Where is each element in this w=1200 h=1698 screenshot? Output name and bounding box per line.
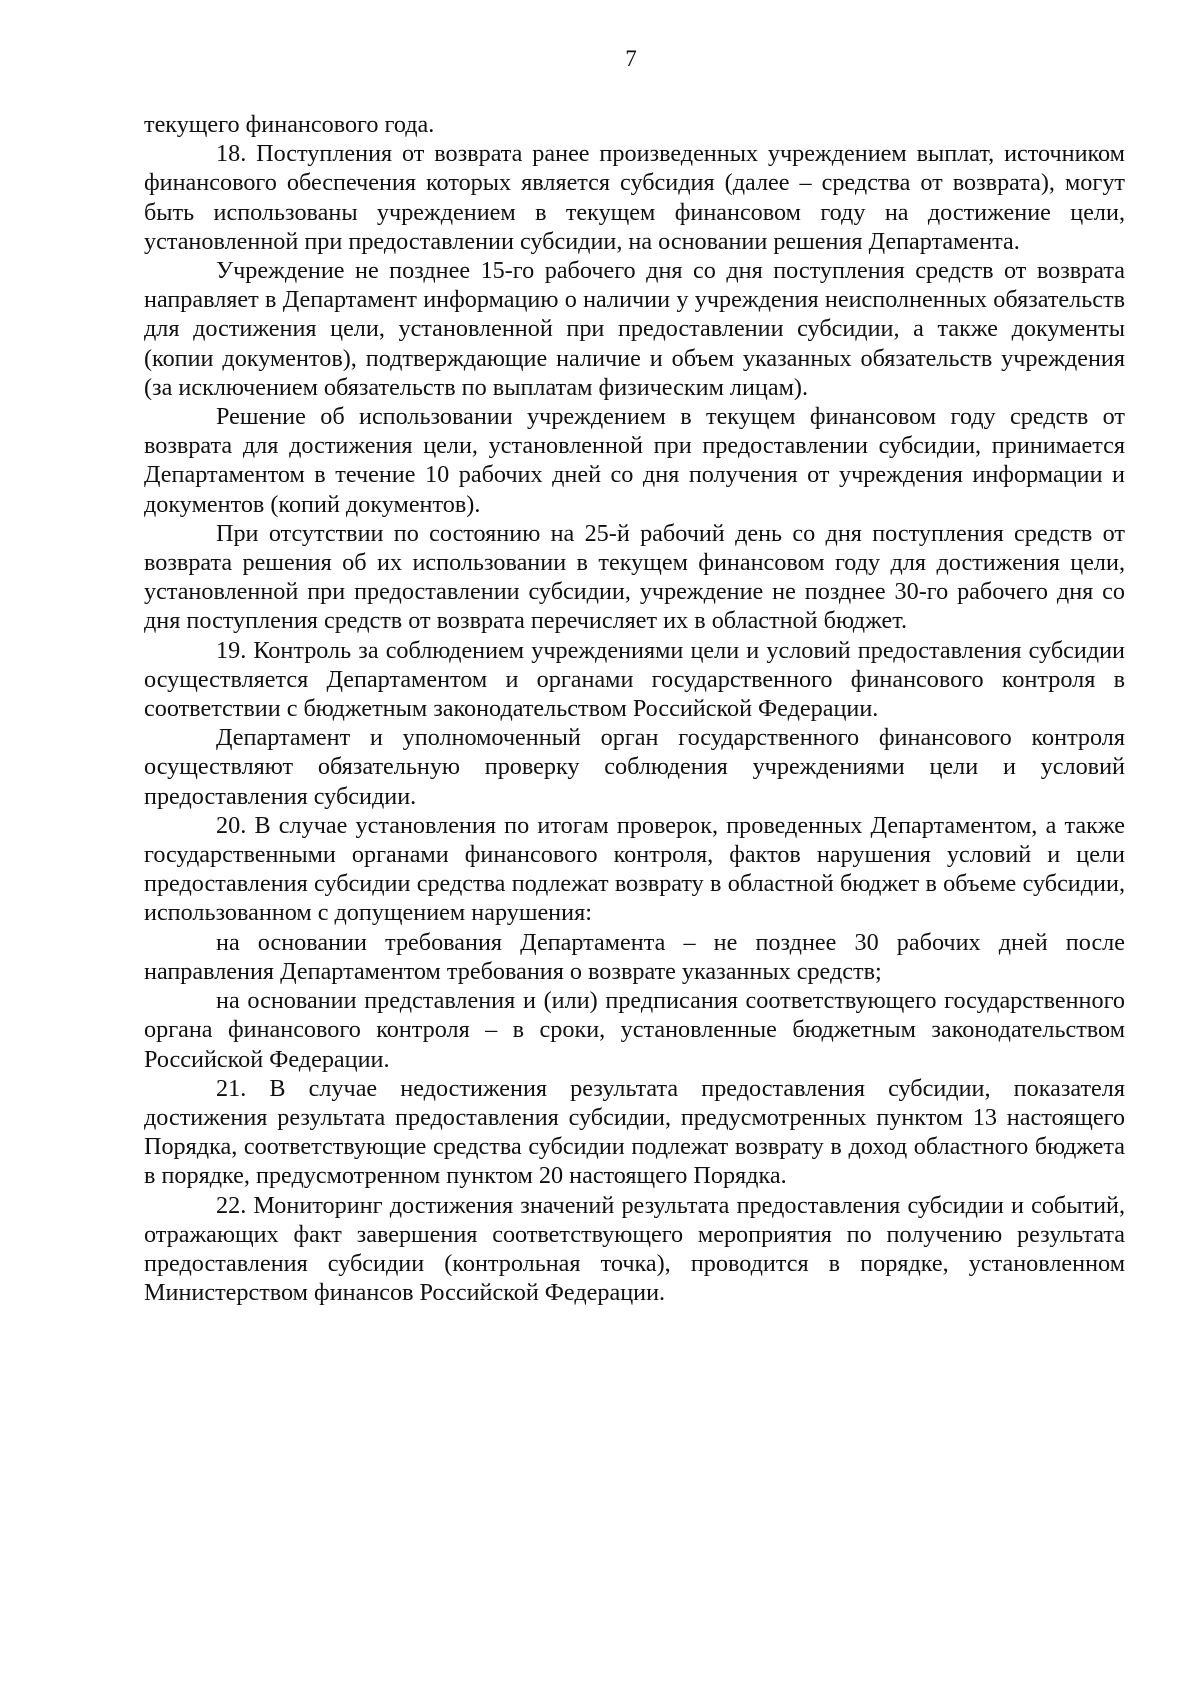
paragraph-item-20: 20. В случае установления по итогам проверок, проведенных Департаментом, а также государственными органами финансового контроля, фактов нарушения условий и цели предоставления субсидии средства подлежат возврату в областной бюджет в объеме субсидии, использованном с допущением нарушения: [144, 811, 1125, 927]
paragraph-item-21: 21. В случае недостижения результата предоставления субсидии, показателя достижения результата предоставления субсидии, предусмотренных пунктом 13 настоящего Порядка, соответствующие средства субсидии подлежат возврату в доход областного бюджета в порядке, предусмотренном пунктом 20 настоящего Порядка. [144, 1074, 1125, 1190]
paragraph-item-20-order: на основании представления и (или) предписания соответствующего государственного органа финансового контроля – в сроки, установленные бюджетным законодательством Российской Федерации. [144, 987, 1125, 1073]
paragraph-item-18-decision: Решение об использовании учреждением в текущем финансовом году средств от возврата для достижения цели, установленной при предоставлении субсидии, принимается Департаментом в течение 10 рабочих дней со дня получения от учреждения информации и документов (копий документов). [144, 403, 1125, 518]
document-body [144, 110, 1125, 1307]
paragraph-item-19-inspection: Департамент и уполномоченный орган государственного финансового контроля осуществляют обязательную проверку соблюдения учреждениями цели и условий предоставления субсидии. [144, 724, 1125, 810]
page-number: 7 [625, 46, 637, 71]
paragraph-item-18-notice: Учреждение не позднее 15-го рабочего дня со дня поступления средств от возврата направляет в Департамент информацию о наличии у учреждения неисполненных обязательств для достижения цели, установленной при предоставлении субсидии, а также документы (копии документов), подтверждающие наличие и объем указанных обязательств учреждения (за исключением обязательств по выплатам физическим лицам). [144, 257, 1125, 401]
paragraph-item-18-transfer: При отсутствии по состоянию на 25-й рабочий день со дня поступления средств от возврата решения об их использовании в текущем финансовом году для достижения цели, установленной при предоставлении субсидии, учреждение не позднее 30-го рабочего дня со дня поступления средств от возврата перечисляет их в областной бюджет. [144, 519, 1125, 635]
paragraph-item-19: 19. Контроль за соблюдением учреждениями цели и условий предоставления субсидии осуществляется Департаментом и органами государственного финансового контроля в соответствии с бюджетным законодательством Российской Федерации. [144, 636, 1125, 723]
paragraph-continuation: текущего финансового года. [144, 111, 435, 138]
paragraph-item-20-demand: на основании требования Департамента – не позднее 30 рабочих дней после направления Департаментом требования о возврате указанных средств; [144, 928, 1125, 985]
paragraph-item-22: 22. Мониторинг достижения значений результата предоставления субсидии и событий, отражающих факт завершения соответствующего мероприятия по получению результата предоставления субсидии (контрольная точка), проводится в порядке, установленном Министерством финансов Российской Федерации. [144, 1191, 1125, 1307]
paragraph-item-18: 18. Поступления от возврата ранее произведенных учреждением выплат, источником финансового обеспечения которых является субсидия (далее – средства от возврата), могут быть использованы учреждением в текущем финансовом году на достижение цели, установленной при предоставлении субсидии, на основании решения Департамента. [144, 140, 1125, 255]
